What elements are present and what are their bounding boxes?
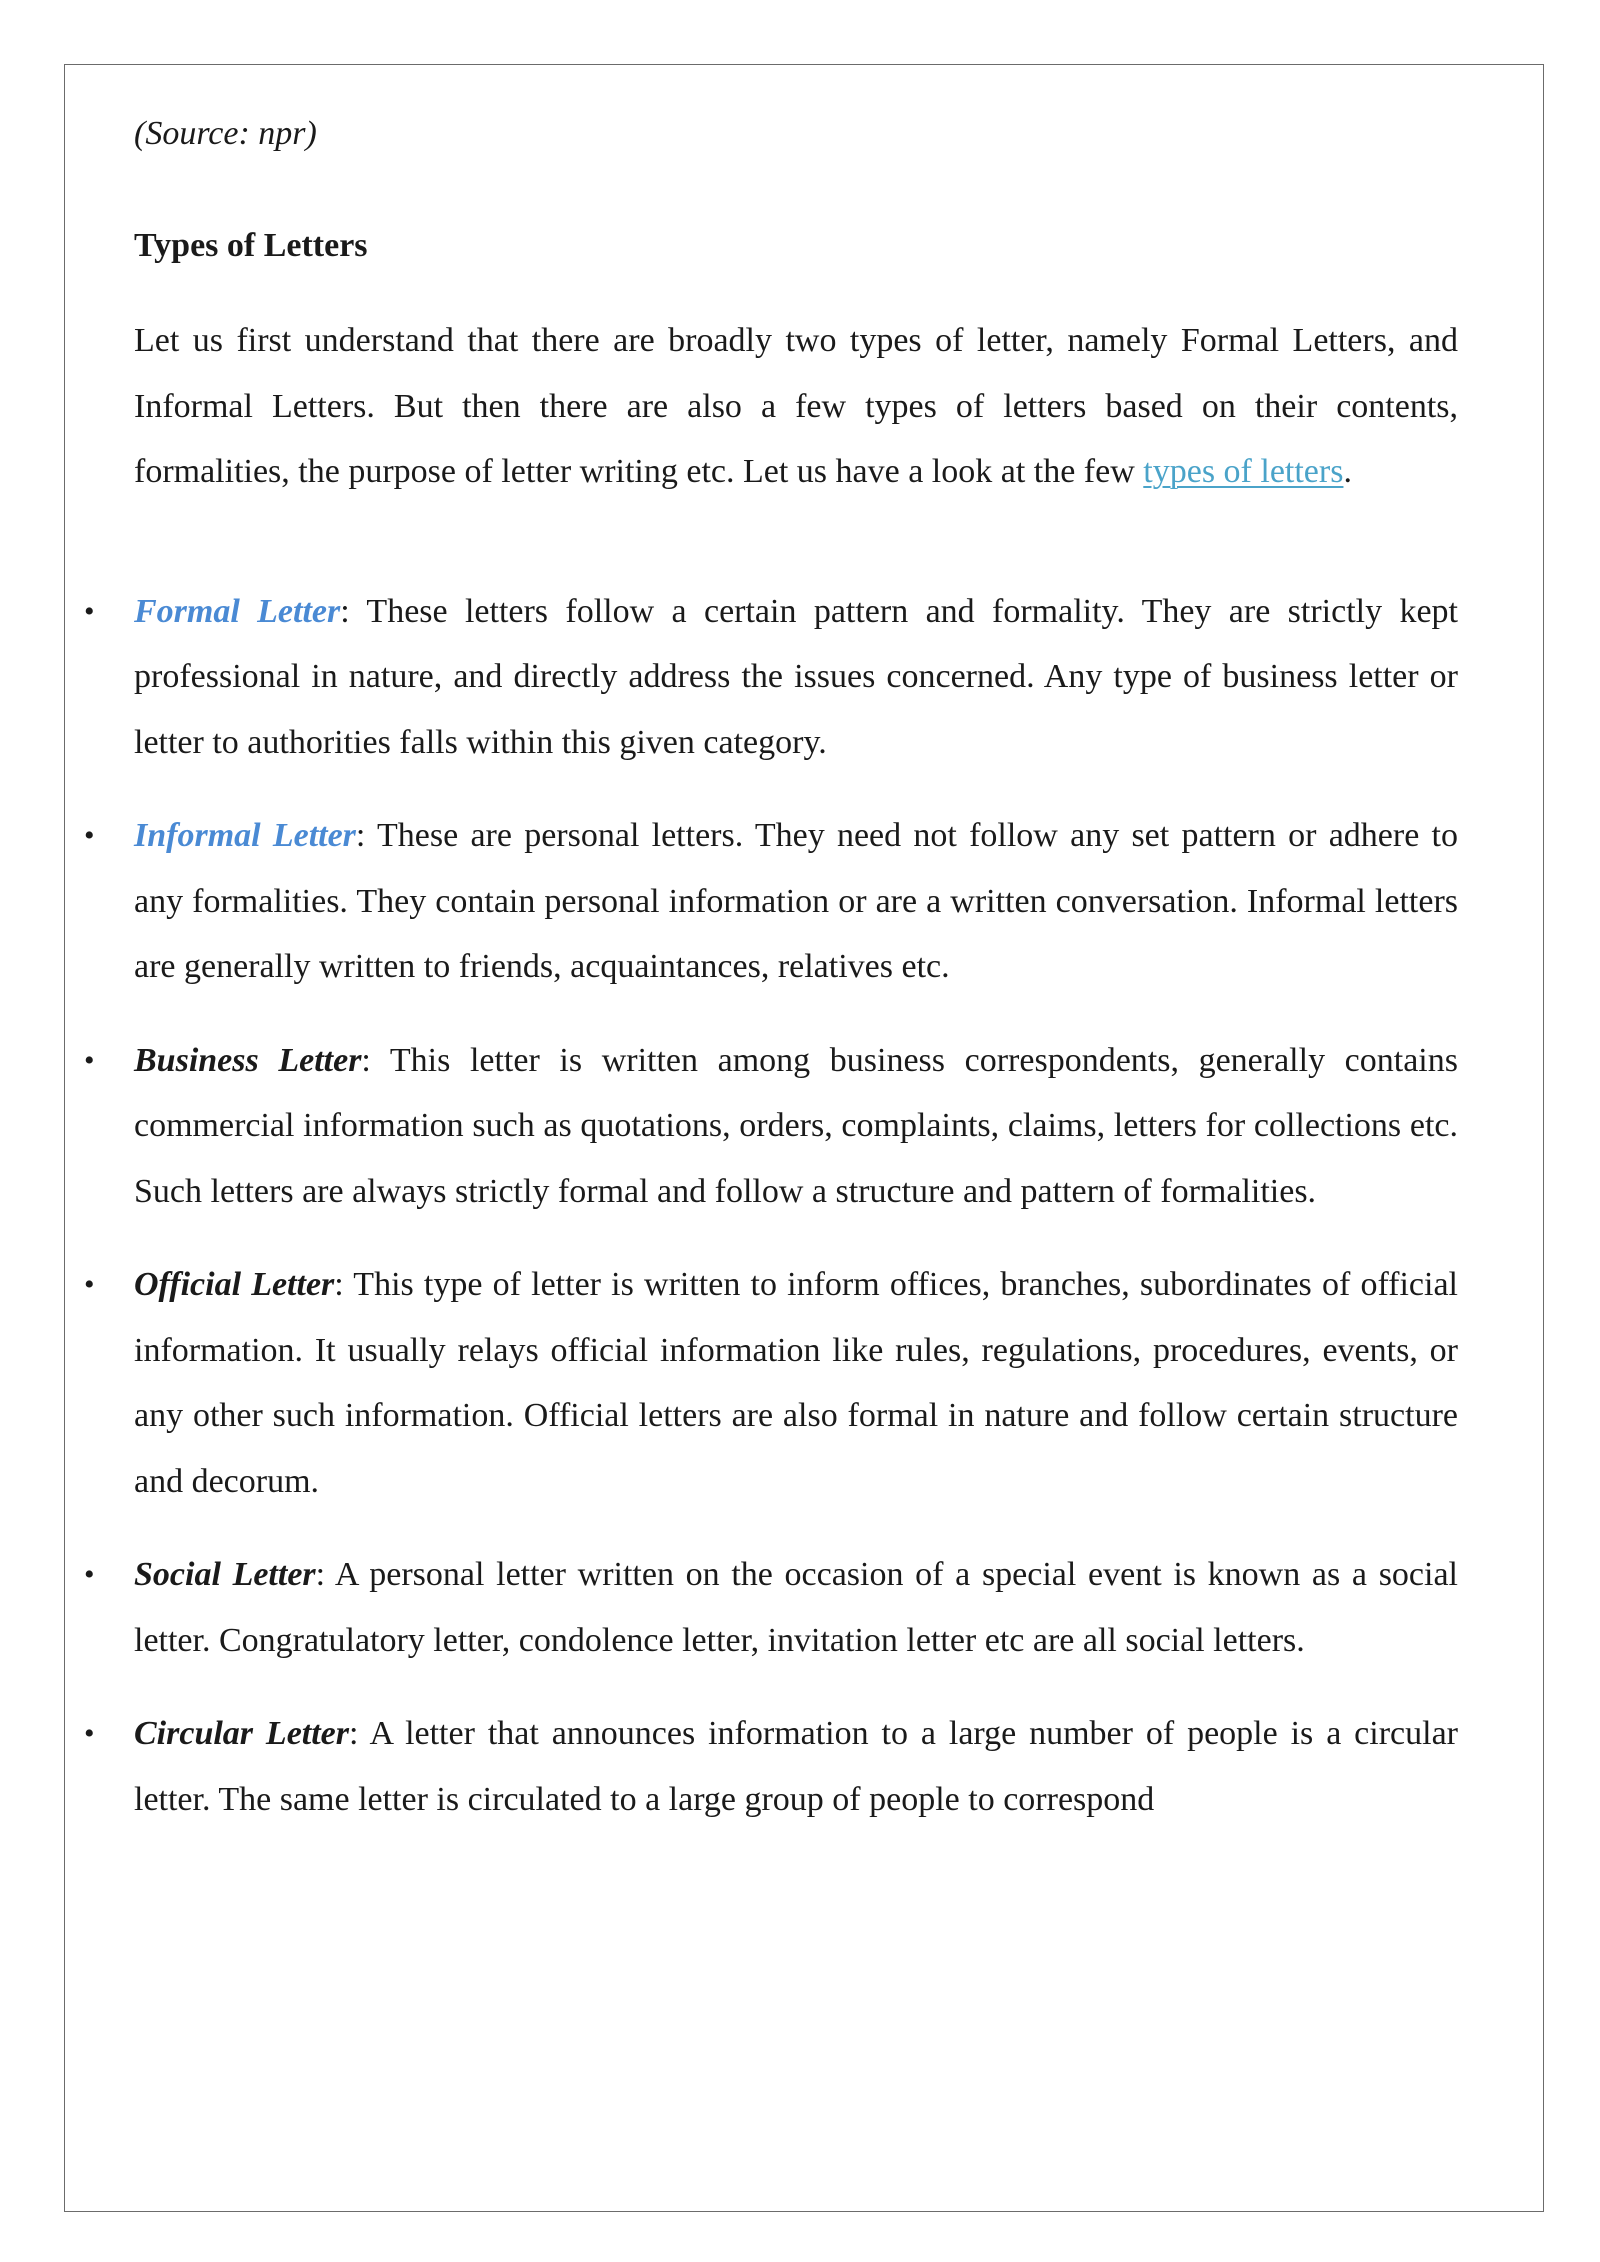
list-item-circular-letter [84,1701,1458,1832]
term-formal-letter: Formal Letter [134,592,341,630]
term-business-letter: Business Letter [134,1041,362,1079]
intro-text: Let us first understand that there are broadly two types of letter, namely Formal Letters, and Informal Letters. But then there are also a few types of letters based on their contents, formalities, the purpose of letter writing etc. Let us have a look at the few [134,322,1458,490]
bullet-icon: • [84,1268,95,1301]
term-separator: : [334,1266,344,1303]
term-separator: : [340,592,350,630]
intro-text-end: . [1343,453,1352,490]
term-separator: : [349,1715,359,1752]
list-item-business-letter [84,1028,1458,1225]
section-heading: Types of Letters [134,227,368,264]
term-separator: : [315,1556,326,1593]
item-description: A letter that announces information to a large number of people is a circular letter. The same letter is circulated to a large group of people to correspond [134,1715,1458,1818]
item-description: These are personal letters. They need not follow any set pattern or adhere to any formalities. They contain personal information or are a written conversation. Informal letters are generally written to friends, acquaintances, relatives etc. [134,817,1458,985]
term-circular-letter: Circular Letter [134,1715,350,1752]
bullet-icon: • [84,1717,95,1750]
bullet-icon: • [84,1558,95,1591]
list-item-official-letter [84,1252,1459,1514]
types-of-letters-link[interactable]: types of letters [1143,453,1344,490]
list-item-formal-letter [84,579,1458,776]
term-informal-letter: Informal Letter [134,817,356,854]
source-note: (Source: npr) [134,115,317,152]
item-description: These letters follow a certain pattern and formality. They are strictly kept professional in nature, and directly address the issues concerned. Any type of business letter or letter to authorities falls within this given category. [134,592,1458,761]
letter-types-list [84,579,1459,1833]
item-description: A personal letter written on the occasion of a special event is known as a social letter. Congratulatory letter, condolence letter, invitation letter etc are all social letters. [134,1556,1458,1659]
bullet-icon: • [84,594,95,628]
document-body [84,110,1459,1860]
term-social-letter: Social Letter [134,1556,316,1593]
list-item-informal-letter [84,803,1458,1000]
term-separator: : [355,817,366,854]
item-description: This type of letter is written to inform offices, branches, subordinates of official information. It usually relays official information like rules, regulations, procedures, events, or any other such information. Official letters are also formal in nature and follow certain structure and decorum. [134,1266,1459,1500]
term-separator: : [361,1041,371,1079]
bullet-icon: • [84,1043,95,1077]
item-description: This letter is written among business correspondents, generally contains commercial information such as quotations, orders, complaints, claims, letters for collections etc. Such letters are always strictly formal and follow a structure and pattern of formalities. [134,1041,1458,1210]
list-item-social-letter [84,1542,1458,1673]
intro-paragraph [134,308,1458,505]
term-official-letter: Official Letter [134,1266,335,1303]
bullet-icon: • [84,819,95,852]
